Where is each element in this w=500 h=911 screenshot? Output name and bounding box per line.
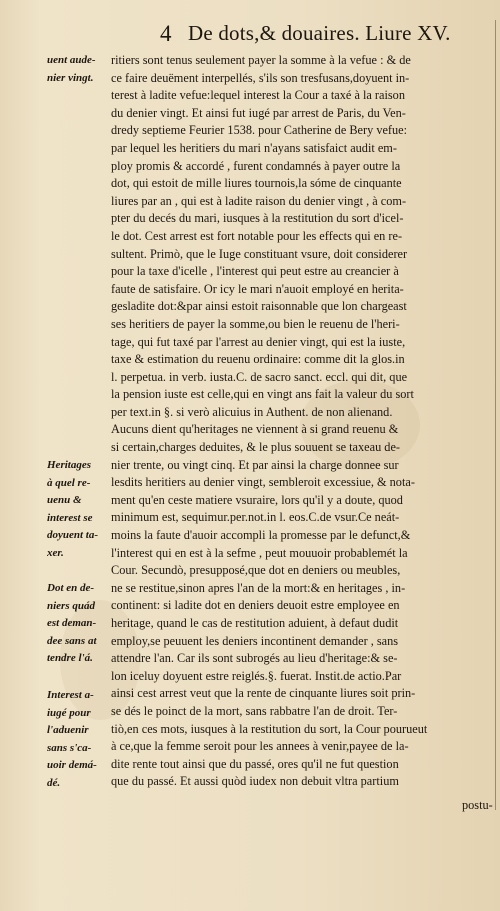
- margin-note-line: Dot en de-: [47, 582, 95, 594]
- margin-note-line: à quel re-: [47, 476, 91, 489]
- text-line: faute de satisfaire. Or icy le mari n'auoit employé en herita-: [111, 281, 404, 296]
- margin-note-line: interest se: [47, 511, 93, 524]
- margin-note-line: nier vingt.: [47, 71, 94, 84]
- text-line: pter du decés du mari, iusques à la restitution du sort d'icel-: [111, 211, 404, 226]
- margin-note-line: uenu &: [47, 494, 82, 507]
- text-line: gesladite dot:&par ainsi estoit raisonnable que lon chargeast: [111, 299, 407, 314]
- text-line: minimum est, sequimur.per.not.in l. eos.C.de vsur.Ce neát-: [111, 510, 400, 525]
- margin-note-4: [47, 687, 107, 793]
- page-edge-rule: [495, 20, 496, 810]
- margin-note-line: l'aduenir: [47, 724, 89, 737]
- text-line: la pension iuste est celle,qui en vingt ans fait la valeur du sort: [111, 387, 414, 402]
- text-line: continent: si ladite dot en deniers deuoit estre employee en: [111, 598, 400, 613]
- text-line: lesdits heritiers au denier vingt, sembleroit excessiue, & nota-: [111, 475, 415, 490]
- margin-note-line: uoir demá-: [47, 759, 97, 772]
- margin-note-line: Interest a-: [47, 689, 94, 701]
- text-line: terest à ladite vefue:lequel interest la Cour a taxé à la raison: [111, 88, 405, 103]
- text-line: lon iceluy doyuent estre reiglés.§. fuerat. Instit.de actio.Par: [111, 668, 402, 683]
- margin-note-line: dee sans at: [47, 634, 97, 647]
- text-line: per text.in §. si verò alicuius in Authent. de non alienand.: [111, 404, 393, 419]
- text-line: tage, qui fut taxé par l'arrest au denier vingt, qui est la iuste,: [111, 334, 406, 349]
- text-line: ce faire deuëment interpellés, s'ils son tresfusans,doyuent in-: [111, 70, 410, 85]
- text-line: nier trente, ou vingt cinq. Et par ainsi la charge donnee sur: [111, 457, 399, 472]
- running-title: De dots,& douaires. Liure XV.: [188, 21, 451, 45]
- text-line: ploy promis & accordé , furent condamnés à payer outre la: [111, 158, 401, 173]
- margin-note-line: xer.: [47, 546, 64, 559]
- text-line: moins la faute d'auoir accompli la promesse par le defunct,&: [111, 528, 411, 543]
- text-line: pour la taxe d'icelle , l'interest qui peut estre au creancier à: [111, 264, 399, 279]
- text-line: liures par an , qui est à ladite raison du denier vingt , à com-: [111, 193, 407, 208]
- text-line: Cour. Secundò, presupposé,que dot en deniers ou meubles,: [111, 563, 401, 578]
- text-line: heritage, quand le cas de restitution aduient, à defaut dudit: [111, 616, 399, 630]
- catchword: postu-: [462, 798, 493, 812]
- running-header: [0, 21, 500, 49]
- text-line: ainsi cest arrest veut que la rente de cinquante liures soit prin-: [111, 686, 416, 701]
- margin-note-line: iugé pour: [47, 706, 91, 719]
- text-line: dredy septieme Feurier 1538. pour Catherine de Bery vefue:: [111, 123, 408, 138]
- text-line: si certain,charges deduites, & le plus souuent se taxeau de-: [111, 440, 401, 455]
- text-line: que du passé. Et aussi quòd iudex non debuit vltra partium: [111, 774, 399, 789]
- folio-number: 4: [160, 21, 172, 46]
- text-line: tiò,en ces mots, iusques à la restitution du sort, la Cour pourueut: [111, 721, 428, 736]
- margin-note-line: sans s'ca-: [47, 741, 92, 754]
- margin-note-line: est deman-: [47, 617, 97, 630]
- text-line: l. perpetua. in verb. iusta.C. de sacro sanct. eccl. qui dit, que: [111, 369, 408, 384]
- text-line: dite rente tout ainsi que du passé, ores qu'il ne fut question: [111, 756, 399, 771]
- text-line: à ce,que la femme seroit pour les annees à venir,payee de la-: [111, 739, 409, 754]
- text-line: employ,se peuuent les deniers incontinent demander , sans: [111, 633, 399, 648]
- margin-note-line: Heritages: [47, 459, 91, 471]
- margin-note-1: [47, 52, 107, 87]
- text-line: le dot. Cest arrest est fort notable pour les effects qui en re-: [111, 228, 403, 243]
- margin-note-line: dé.: [47, 776, 61, 789]
- body-text: [111, 52, 493, 791]
- text-line: se dés le poinct de la mort, sans rabbatre l'an de droit. Ter-: [111, 703, 398, 718]
- text-line: ritiers sont tenus seulement payer la somme à la vefue : & de: [111, 53, 411, 67]
- text-line: attendre l'an. Car ils sont subrogés au lieu d'heritage:& se-: [111, 651, 398, 666]
- text-line: sultent. Primò, que le Iuge constituant vsure, doit considerer: [111, 246, 408, 261]
- margin-note-line: niers quád: [47, 599, 95, 612]
- text-line: taxe & estimation du reuenu ordinaire: comme dit la glos.in: [111, 352, 405, 367]
- text-line: ses heritiers de payer la somme,ou bien le reuenu de l'heri-: [111, 316, 400, 331]
- margin-note-line: doyuent ta-: [47, 529, 99, 542]
- text-line: par lequel les heritiers du mari n'ayans satisfaict audit em-: [111, 140, 397, 155]
- margin-note-3: [47, 580, 107, 668]
- text-line: Aucuns dient qu'heritages ne viennent à si grand reuenu &: [111, 422, 399, 437]
- text-line: l'interest qui en est à la sefme , peut mouuoir probablemét la: [111, 545, 408, 560]
- text-line: dot, qui estoit de mille liures tournois,la sóme de cinquante: [111, 176, 402, 191]
- margin-note-line: tendre l'á.: [47, 652, 93, 665]
- text-line: ne se restitue,sinon apres l'an de la mort:& en heritages , in-: [111, 580, 406, 595]
- margin-note-line: uent aude-: [47, 54, 96, 66]
- text-line: ment qu'en ceste matiere vsuraire, lors qu'il y a doute, quod: [111, 492, 403, 507]
- text-line: du denier vingt. Et ainsi fut iugé par arrest de Paris, du Ven-: [111, 105, 406, 120]
- margin-note-2: [47, 457, 107, 563]
